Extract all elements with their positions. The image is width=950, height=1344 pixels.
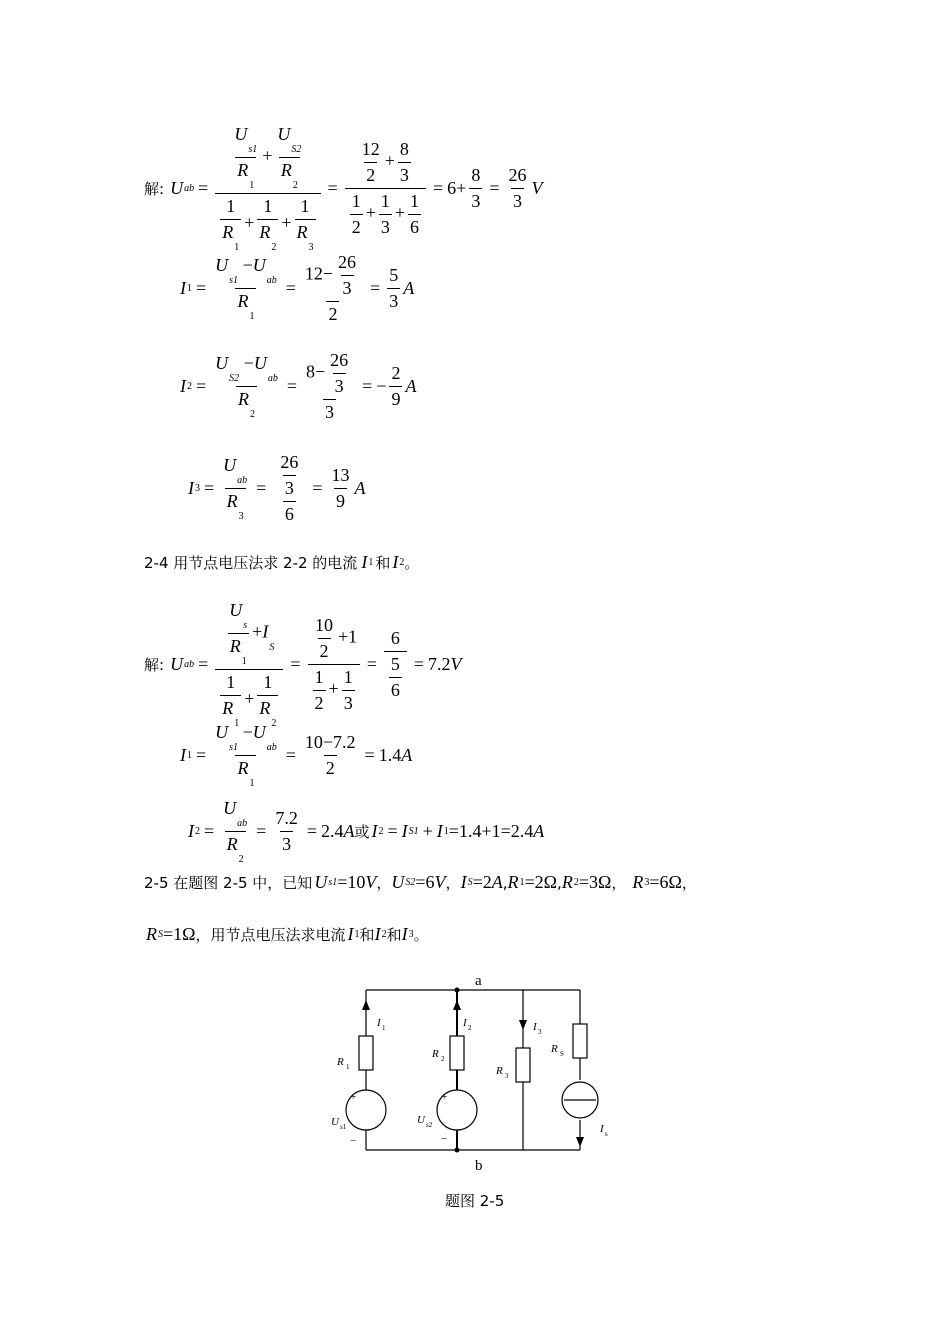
eq-uab-2: 解: U ab = $\frac{U_s}{R_1}$ $+I_S$ $\frac{1}{R_1}$ + $\frac{1}{R_2}$ = $\frac{10}{2}$ +1 $\frac{1}{2}$ + $\frac{1}{3}$ = $\frac{6}{\frac{5}{6}}$ = 7.2 V [144, 600, 462, 729]
problem-2-5-line1: 2-5 在题图 2-5 中，已知 U s1 =10 V ， U S2 =6 V ， I S =2 A , R 1 =2Ω , R 2 =3Ω ， R 3 =6Ω ， [144, 872, 697, 892]
problem-2-4-title: 2-4 用节点电压法求 2-2 的电流 I 1 和 I 2 。 [144, 552, 420, 572]
svg-text:s: s [605, 1130, 608, 1138]
svg-text:I: I [533, 1021, 537, 1033]
node-b-label: b [475, 1158, 483, 1174]
svg-text:2: 2 [468, 1024, 472, 1032]
svg-text:−: − [350, 1135, 357, 1147]
svg-text:I: I [377, 1017, 381, 1029]
eq-uab-1: 解: U ab = $\frac{U_{s1}}{R_1}$ + $\frac{U_{S2}}{R_2}$ $\frac{1}{R_1}$ + $\frac{1}{R_2}$ + $\frac{1}{R_3}$ = $\frac{12}{2}$ + $\frac{8}{3}$ $\frac{1}{2}$ + $\frac{1}{3}$ + $\frac{1}{6}$ = 6+ $\frac{8}{3}$ = $\frac{26}{3}$ V [144, 124, 543, 253]
svg-text:I: I [463, 1017, 467, 1029]
uab-fraction: $\frac{U_{s1}}{R_1}$ + $\frac{U_{S2}}{R_2}$ $\frac{1}{R_1}$ + $\frac{1}{R_2}$ + $\frac{1}{R_3}$ [215, 124, 320, 253]
eq-i3-1: I 3 = $\frac{U_{ab}}{R_3}$ = $\frac{\frac{26}{3}}{6}$ = $\frac{13}{9}$ A [188, 452, 366, 524]
svg-text:R: R [432, 1048, 439, 1060]
circuit-diagram [0, 960, 950, 1220]
svg-text:1: 1 [382, 1024, 386, 1032]
svg-text:2: 2 [441, 1055, 445, 1063]
svg-text:3: 3 [538, 1028, 542, 1036]
uab-numeric-fraction: $\frac{12}{2}$ + $\frac{8}{3}$ $\frac{1}{2}$ + $\frac{1}{3}$ + $\frac{1}{6}$ [345, 139, 426, 238]
figure-caption: 题图 2-5 [445, 1192, 505, 1210]
eq-i1-2: I 1 = $\frac{U_{s1} -U_{ab}}{R_1}$ = $\frac{10-7.2}{2}$ = 1.4 A [180, 722, 413, 789]
svg-text:s1: s1 [340, 1123, 347, 1131]
eq-i1-1: I 1 = $\frac{U_{s1} -U_{ab}}{R_1}$ = 12− $\frac{26}{3}$ 2 = $\frac{5}{3}$ A [180, 252, 415, 324]
svg-text:+: + [441, 1091, 448, 1103]
svg-text:U: U [417, 1114, 425, 1126]
eq-i2-2: I 2 = $\frac{U_{ab}}{R_2}$ = $\frac{7.2}{3}$ = 2.4 A 或 I 2 = I S1 + I 1 =1.4+1=2.4 A [188, 798, 545, 865]
svg-text:U: U [331, 1116, 339, 1128]
svg-text:−: − [441, 1133, 448, 1145]
svg-text:R: R [337, 1056, 344, 1068]
svg-text:1: 1 [346, 1063, 350, 1071]
svg-text:R: R [551, 1043, 558, 1055]
svg-text:3: 3 [505, 1072, 509, 1080]
svg-text:s2: s2 [426, 1121, 433, 1129]
problem-2-5-line2: R S =1Ω ，用节点电压法求电流 I 1 和 I 2 和 I 3 。 [146, 924, 429, 944]
eq-i2-1: I 2 = $\frac{U_{S2} -U_{ab}}{R_2}$ = 8− $\frac{26}{3}$ 3 = − $\frac{2}{9}$ A [180, 350, 417, 422]
svg-text:R: R [496, 1065, 503, 1077]
node-a-label: a [475, 973, 482, 989]
svg-text:+: + [350, 1091, 357, 1103]
solution-label: 解: [144, 180, 165, 198]
svg-text:S: S [560, 1050, 564, 1058]
svg-text:I: I [600, 1123, 604, 1135]
